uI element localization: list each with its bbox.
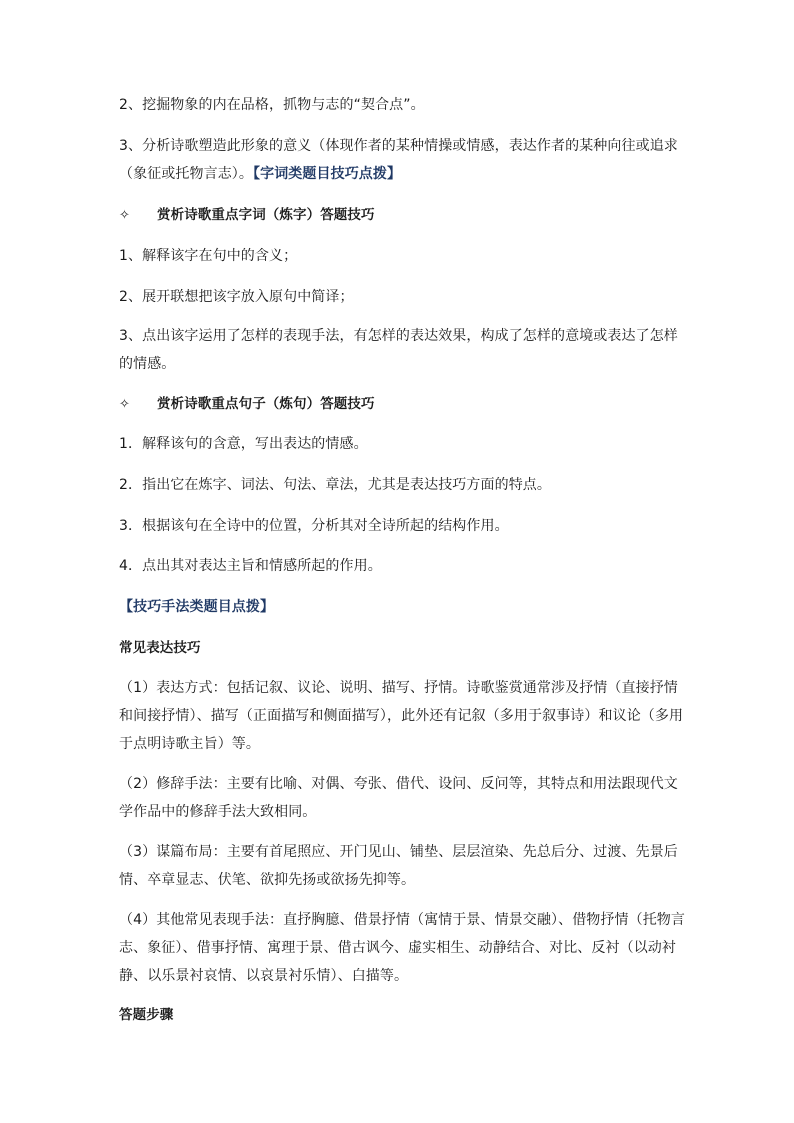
paragraph-other-techniques-line-2: 志、象征）、借事抒情、寓理于景、借古讽今、虚实相生、动静结合、对比、反衬（以动衬 <box>119 940 676 956</box>
subheading-answer-steps: 答题步骤 <box>119 1007 174 1023</box>
subheading-common-techniques: 常见表达技巧 <box>119 640 201 656</box>
paragraph-expression-modes-line-2: 和间接抒情）、描写（正面描写和侧面描写），此外还有记叙（多用于叙事诗）和议论（多用 <box>119 708 684 724</box>
diamond-star-icon: ✧ <box>119 208 130 223</box>
paragraph-sentence-step-2: 2．指出它在炼字、词法、句法、章法，尤其是表达技巧方面的特点。 <box>119 477 552 493</box>
paragraph-word-step-1: 1、解释该字在句中的含义； <box>119 248 298 264</box>
paragraph-word-step-3-line-2: 的情感。 <box>119 356 176 372</box>
paragraph-point-3-line-2 <box>119 159 679 189</box>
paragraph-sentence-step-1: 1．解释该句的含意，写出表达的情感。 <box>119 436 368 452</box>
subheading-sentence-analysis <box>119 389 679 420</box>
paragraph-sentence-step-3: 3．根据该句在全诗中的位置，分析其对全诗所起的结构作用。 <box>119 518 509 534</box>
paragraph-structure-line-1: （3）谋篇布局：主要有首尾照应、开门见山、铺垫、层层渲染、先总后分、过渡、先景后 <box>119 844 678 860</box>
section-heading-technique-questions: 【技巧手法类题目点拨】 <box>119 599 275 615</box>
paragraph-word-step-2: 2、展开联想把该字放入原句中简译； <box>119 289 354 305</box>
paragraph-expression-modes-line-1: （1）表达方式：包括记叙、议论、说明、描写、抒情。诗歌鉴赏通常涉及抒情（直接抒情 <box>119 680 678 696</box>
paragraph-word-step-3-line-1: 3、点出该字运用了怎样的表现手法，有怎样的表达效果，构成了怎样的意境或表达了怎样 <box>119 328 678 344</box>
paragraph-other-techniques-line-1: （4）其他常见表现手法：直抒胸臆、借景抒情（寓情于景、情景交融）、借物抒情（托物言 <box>119 912 686 928</box>
paragraph-other-techniques-line-3: 静、以乐景衬哀情、以哀景衬乐情）、白描等。 <box>119 968 409 984</box>
subheading-word-analysis-text: 赏析诗歌重点字词（炼字）答题技巧 <box>157 207 375 223</box>
paragraph-rhetoric-line-2: 学作品中的修辞手法大致相同。 <box>119 804 317 820</box>
paragraph-point-2: 2、挖掘物象的内在品格，抓物与志的“契合点”。 <box>119 97 425 113</box>
subheading-sentence-analysis-text: 赏析诗歌重点句子（炼句）答题技巧 <box>157 396 375 412</box>
paragraph-rhetoric-line-1: （2）修辞手法：主要有比喻、对偶、夸张、借代、设问、反问等，其特点和用法跟现代文 <box>119 776 678 792</box>
subheading-word-analysis <box>119 200 679 231</box>
diamond-star-icon: ✧ <box>119 397 130 412</box>
paragraph-expression-modes-line-3: 于点明诗歌主旨）等。 <box>119 736 260 752</box>
paragraph-point-3-tail: （象征或托物言志）。 <box>119 166 253 182</box>
section-heading-word-questions: 【字词类题目技巧点拨】 <box>253 166 402 182</box>
paragraph-sentence-step-4: 4．点出其对表达主旨和情感所起的作用。 <box>119 558 382 574</box>
paragraph-structure-line-2: 情、卒章显志、伏笔、欲抑先扬或欲扬先抑等。 <box>119 872 416 888</box>
paragraph-point-3-line-1: 3、分析诗歌塑造此形象的意义（体现作者的某种情操或情感，表达作者的某种向往或追求 <box>119 138 678 154</box>
